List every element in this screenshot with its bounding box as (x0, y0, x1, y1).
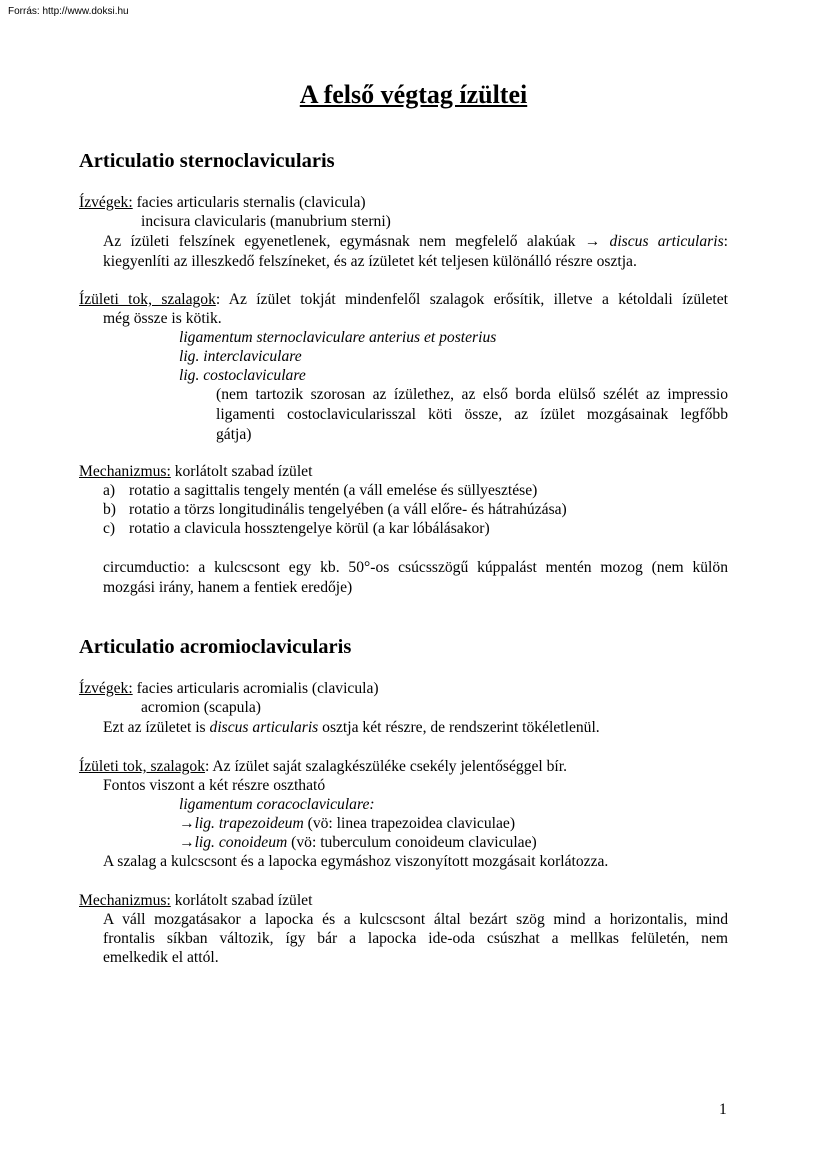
izvegek-label: Ízvégek: (79, 194, 133, 211)
mechanism-text-1: A váll mozgatásakor a lapocka és a kulcscsont által bezárt szög mind a horizontalis, mind (103, 911, 728, 928)
izvegek-line-2: acromion (scapula) (141, 699, 261, 716)
circumductio-line-1: circumductio: a kulcscsont egy kb. 50°-os csúcsszögű kúppalást mentén mozog (nem külön (103, 559, 728, 576)
ligament-2: →lig. trapezoideum (vö: linea trapezoidea claviculae) (179, 815, 516, 832)
izvegek-line-1: Ízvégek: facies articularis acromialis (clavicula) (79, 680, 379, 697)
izvegek-text: facies articularis sternalis (clavicula) (132, 194, 366, 211)
source-label: Forrás: http://www.doksi.hu (8, 6, 129, 17)
ligament-3: →lig. conoideum (vö: tuberculum conoideum claviculae) (179, 834, 537, 851)
note-line-2: ligamenti costoclavicularisszal köti össze, az ízület mozgásainak legfőbb (216, 406, 728, 423)
izvegek-line-1 (79, 193, 366, 212)
list-item: c) rotatio a clavicula hossztengelye körül (a kar lóbálásakor) (103, 520, 490, 537)
ligament-1: ligamentum coracoclaviculare: (179, 796, 375, 813)
ligament-3: lig. costoclaviculare (179, 367, 306, 384)
mechanism-text-3: emelkedik el attól. (103, 949, 219, 966)
note-line-1: (nem tartozik szorosan az ízülethez, az első borda elülső szélét az impressio (216, 386, 728, 403)
mechanism-text-2: frontalis síkban változik, így bár a lapocka ide-oda csúszhat a mellkas felületén, nem (103, 930, 728, 947)
description-line-1: Az ízületi felszínek egyenetlenek, egymásnak nem megfelelő alakúak → discus articularis: (103, 233, 728, 250)
page-title: A felső végtag ízültei (299, 80, 528, 109)
tok-line-2: még össze is kötik. (103, 310, 222, 327)
tok-line-3: A szalag a kulcscsont és a lapocka egymáshoz viszonyított mozgásait korlátozza. (103, 853, 609, 870)
mechanism-line: Mechanizmus: korlátolt szabad ízület (79, 463, 313, 480)
mechanism-label: Mechanizmus: (79, 463, 171, 480)
ligament-2: lig. interclaviculare (179, 348, 302, 365)
list-item: b) rotatio a törzs longitudinális tengelyében (a váll előre- és hátrahúzása) (103, 501, 567, 518)
izvegek-line-2: incisura clavicularis (manubrium sterni) (141, 213, 391, 230)
section-heading-sternoclavicularis: Articulatio sternoclavicularis (79, 150, 335, 172)
section-heading-acromioclavicularis: Articulatio acromioclavicularis (79, 636, 352, 658)
note-line-3: gátja) (216, 426, 252, 443)
list-item: a) rotatio a sagittalis tengely mentén (a váll emelése és süllyesztése) (103, 482, 538, 499)
mechanism-line: Mechanizmus: korlátolt szabad ízület (79, 892, 313, 909)
tok-line-1: Ízületi tok, szalagok: Az ízület saját szalagkészüléke csekély jelentőséggel bír. (79, 758, 567, 775)
description-line-2: kiegyenlíti az illeszkedő felszíneket, és az ízületet két teljesen különálló részre osztja. (103, 253, 637, 270)
circumductio-line-2: mozgási irány, hanem a fentiek eredője) (103, 579, 353, 596)
tok-line-2: Fontos viszont a két részre osztható (103, 777, 326, 794)
tok-line-1: Ízületi tok, szalagok: Az ízület tokját mindenfelől szalagok erősítik, illetve a kétoldali ízületet (79, 291, 728, 308)
mechanism-label: Mechanizmus: (79, 892, 171, 909)
tok-label: Ízületi tok, szalagok (79, 291, 216, 308)
tok-label: Ízületi tok, szalagok (79, 758, 206, 775)
page-number: 1 (719, 1101, 727, 1118)
description-line: Ezt az ízületet is discus articularis osztja két részre, de rendszerint tökéletlenül. (103, 719, 600, 736)
izvegek-label: Ízvégek: (79, 680, 133, 697)
ligament-1: ligamentum sternoclaviculare anterius et posterius (179, 329, 497, 346)
